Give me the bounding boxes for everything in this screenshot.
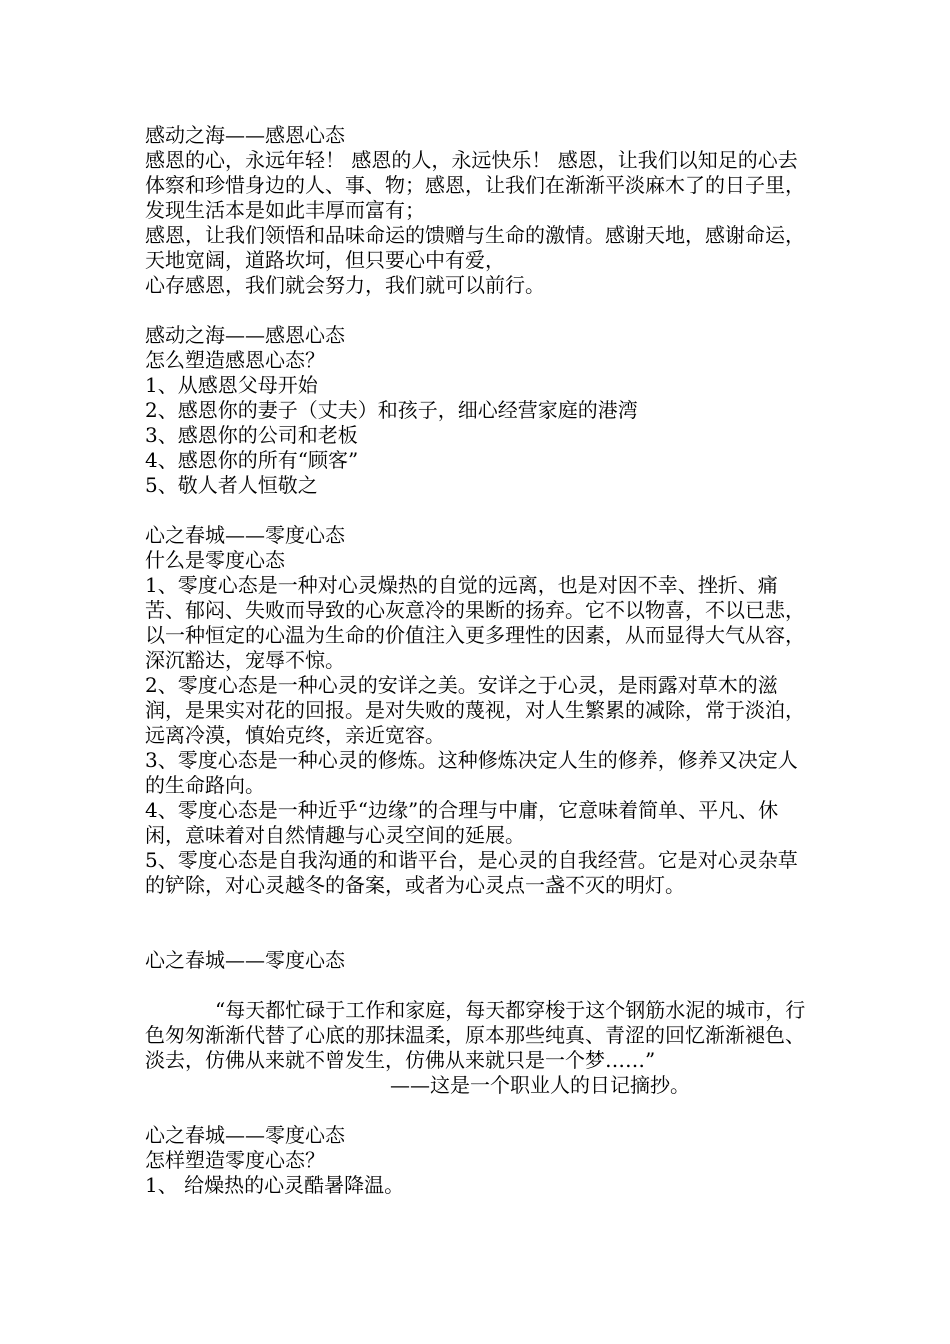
text-column [145, 123, 815, 1198]
quote-text: “每天都忙碌于工作和家庭，每天都穿梭于这个钢筋水泥的城市，行色匆匆渐渐代替了心底的那抹温柔，原本那些纯真、青涩的回忆渐渐褪色、淡去，仿佛从来就不曾发生，仿佛从来就只是一个梦……” [145, 998, 806, 1072]
section-subheading: 怎样塑造零度心态？ [145, 1148, 325, 1172]
list-item: 3、感恩你的公司和老板 [145, 423, 358, 447]
list-item: 5、敬人者人恒敬之 [145, 473, 318, 497]
section-gratitude-intro [145, 123, 815, 298]
section-subheading: 怎么塑造感恩心态？ [145, 348, 325, 372]
list-item: 1、零度心态是一种对心灵燥热的自觉的远离，也是对因不幸、挫折、痛苦、郁闷、失败而导致的心灰意冷的果断的扬弃。它不以物喜，不以已悲，以一种恒定的心温为生命的价值注入更多理性的因素，从而显得大气从容，深沉豁达，宠辱不惊。 [145, 573, 805, 672]
list-item: 2、零度心态是一种心灵的安详之美。安详之于心灵，是雨露对草木的滋润，是果实对花的回报。是对失败的蔑视，对人生繁累的减除，常于淡泊，远离冷漠，慎始克终，亲近宽容。 [145, 673, 805, 747]
section-zero-what [145, 523, 815, 898]
list-item: 2、感恩你的妻子（丈夫）和孩子，细心经营家庭的港湾 [145, 398, 638, 422]
section-heading: 感动之海——感恩心态 [145, 323, 345, 347]
section-heading: 感动之海——感恩心态 [145, 123, 345, 147]
paragraph: 心存感恩，我们就会努力，我们就可以前行。 [145, 273, 545, 297]
section-heading: 心之春城——零度心态 [145, 1123, 345, 1147]
list-item: 5、零度心态是自我沟通的和谐平台，是心灵的自我经营。它是对心灵杂草的铲除，对心灵越冬的备案，或者为心灵点一盏不灭的明灯。 [145, 848, 798, 897]
section-zero-quote [145, 948, 815, 1098]
section-subheading: 什么是零度心态 [145, 548, 285, 572]
paragraph: 感恩的心，永远年轻！ 感恩的人，永远快乐！ 感恩，让我们以知足的心去体察和珍惜身边的人、事、物；感恩，让我们在渐渐平淡麻木了的日子里，发现生活本是如此丰厚而富有； [145, 148, 805, 222]
paragraph: 感恩，让我们领悟和品味命运的馈赠与生命的激情。感谢天地，感谢命运，天地宽阔，道路坎坷，但只要心中有爱， [145, 223, 805, 272]
section-zero-how [145, 1123, 815, 1198]
list-item: 1、 给燥热的心灵酷暑降温。 [145, 1173, 405, 1197]
list-item: 4、零度心态是一种近乎“边缘”的合理与中庸，它意味着简单、平凡、休闲，意味着对自然情趣与心灵空间的延展。 [145, 798, 779, 847]
section-heading: 心之春城——零度心态 [145, 948, 345, 972]
list-item: 3、零度心态是一种心灵的修炼。这种修炼决定人生的修养，修养又决定人的生命路向。 [145, 748, 798, 797]
list-item: 1、从感恩父母开始 [145, 373, 318, 397]
section-gratitude-how [145, 323, 815, 498]
list-item: 4、感恩你的所有“顾客” [145, 448, 359, 472]
section-heading: 心之春城——零度心态 [145, 523, 345, 547]
quote-attribution: ——这是一个职业人的日记摘抄。 [390, 1073, 690, 1097]
